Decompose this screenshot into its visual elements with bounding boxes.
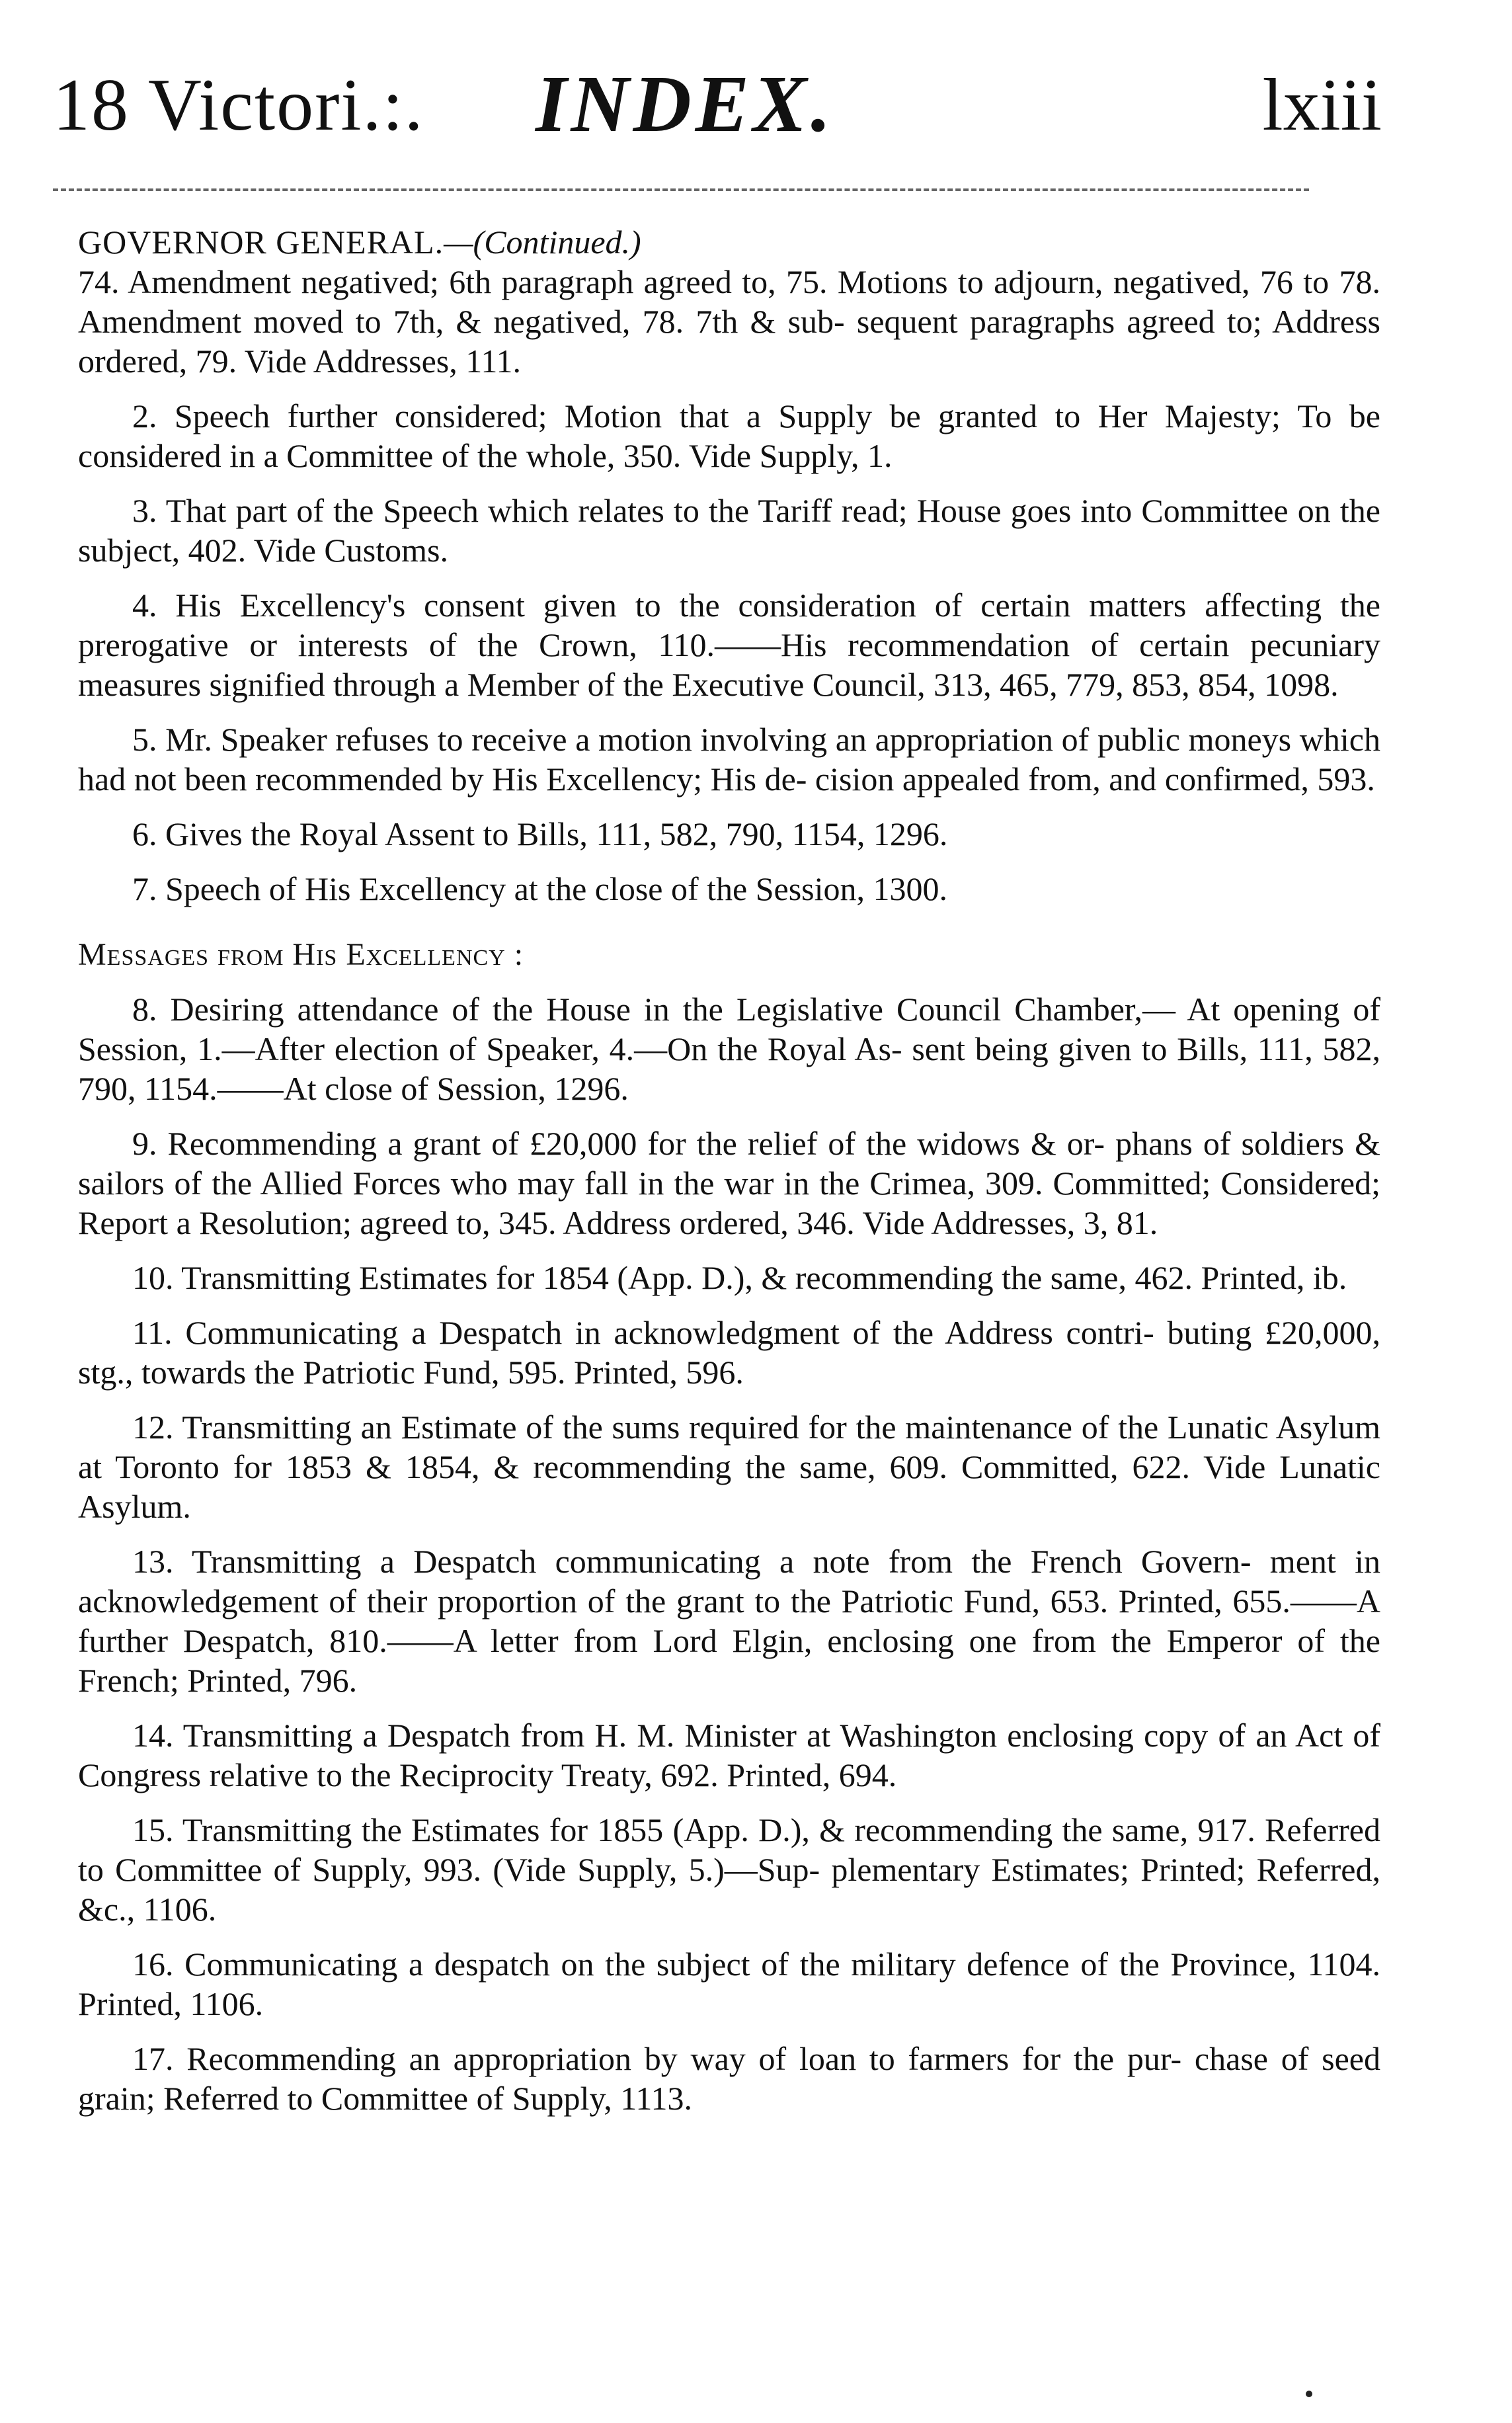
index-entry-12: 12. Transmitting an Estimate of the sums required for the maintenance of the Lunatic Asylum at Toronto for 1853 & 1854, & recommending the same, 609. Committed, 622. Vide Lunatic Asylum. bbox=[78, 1409, 1380, 1525]
index-entry-8: 8. Desiring attendance of the House in the Legislative Council Chamber,— At opening of Session, 1.—After election of Speaker, 4.—On the Royal As- sent being given to Bills, 111, 582, 790, 1154.——At close of Session, 1296. bbox=[78, 991, 1380, 1107]
section-heading bbox=[78, 222, 1380, 262]
index-entry-3: 3. That part of the Speech which relates to the Tariff read; House goes into Committee on the subject, 402. Vide Customs. bbox=[78, 492, 1380, 569]
index-entry-11: 11. Communicating a Despatch in acknowledgment of the Address contri- buting £20,000, stg., towards the Patriotic Fund, 595. Printed, 596. bbox=[78, 1314, 1380, 1391]
index-entry-9: 9. Recommending a grant of £20,000 for the relief of the widows & or- phans of soldiers & sailors of the Allied Forces who may fall in the war in the Crimea, 309. Committed; Considered; Report a Resolution; agreed to, 345. Address ordered, 346. Vide Addresses, 3, 81. bbox=[78, 1125, 1380, 1241]
section-heading-suffix: —(Continued.) bbox=[444, 224, 641, 261]
print-speck bbox=[1306, 2391, 1312, 2397]
running-head-title: INDEX. bbox=[536, 60, 835, 149]
index-entry-15: 15. Transmitting the Estimates for 1855 (App. D.), & recommending the same, 917. Referred to Committee of Supply, 993. (Vide Supply, 5.)—Sup- plementary Estimates; Printed; Referred, &c., 1106. bbox=[78, 1811, 1380, 1928]
index-entry-6: 6. Gives the Royal Assent to Bills, 111, 582, 790, 1154, 1296. bbox=[132, 815, 948, 852]
index-entry-74: 74. Amendment negatived; 6th paragraph agreed to, 75. Motions to adjourn, negatived, 76 to 78. Amendment moved to 7th, & negatived, 78. 7th & sub- sequent paragraphs agreed to; Address ordered, 79. Vide Addresses, 111. bbox=[78, 263, 1380, 380]
page-header bbox=[46, 26, 1388, 149]
index-entry-14: 14. Transmitting a Despatch from H. M. Minister at Washington enclosing copy of an Act of Congress relative to the Reciprocity Treaty, 692. Printed, 694. bbox=[78, 1717, 1380, 1793]
index-entry-2: 2. Speech further considered; Motion that a Supply be granted to Her Majesty; To be considered in a Committee of the whole, 350. Vide Supply, 1. bbox=[78, 397, 1380, 474]
page-number: lxiii bbox=[1262, 64, 1382, 146]
index-entry-7: 7. Speech of His Excellency at the close of the Session, 1300. bbox=[132, 870, 948, 907]
index-content bbox=[78, 218, 1380, 2133]
header-rule bbox=[53, 188, 1309, 191]
index-entry-4: 4. His Excellency's consent given to the consideration of certain matters affecting the prerogative or interests of the Crown, 110.——His recommendation of certain pecuniary measures signified through a Member of the Executive Council, 313, 465, 779, 853, 854, 1098. bbox=[78, 587, 1380, 703]
running-head-left: 18 Victori.:. bbox=[53, 64, 424, 146]
section-heading-title: GOVERNOR GENERAL. bbox=[78, 224, 444, 261]
index-entry-10: 10. Transmitting Estimates for 1854 (App. D.), & recommending the same, 462. Printed, ib. bbox=[132, 1259, 1347, 1296]
index-entry-5: 5. Mr. Speaker refuses to receive a motion involving an appropriation of public moneys which had not been recommended by His Excellency; His de- cision appealed from, and confirmed, 593. bbox=[78, 721, 1380, 798]
messages-subheading: Messages from His Excellency : bbox=[78, 937, 524, 972]
index-entry-16: 16. Communicating a despatch on the subject of the military defence of the Province, 1104. Printed, 1106. bbox=[78, 1946, 1380, 2022]
index-entry-17: 17. Recommending an appropriation by way of loan to farmers for the pur- chase of seed grain; Referred to Committee of Supply, 1113. bbox=[78, 2040, 1380, 2117]
index-entry-13: 13. Transmitting a Despatch communicating a note from the French Govern- ment in acknowledgement of their proportion of the grant to the Patriotic Fund, 653. Printed, 655.——A further Despatch, 810.——A letter from Lord Elgin, enclosing one from the Emperor of the French; Printed, 796. bbox=[78, 1543, 1380, 1699]
